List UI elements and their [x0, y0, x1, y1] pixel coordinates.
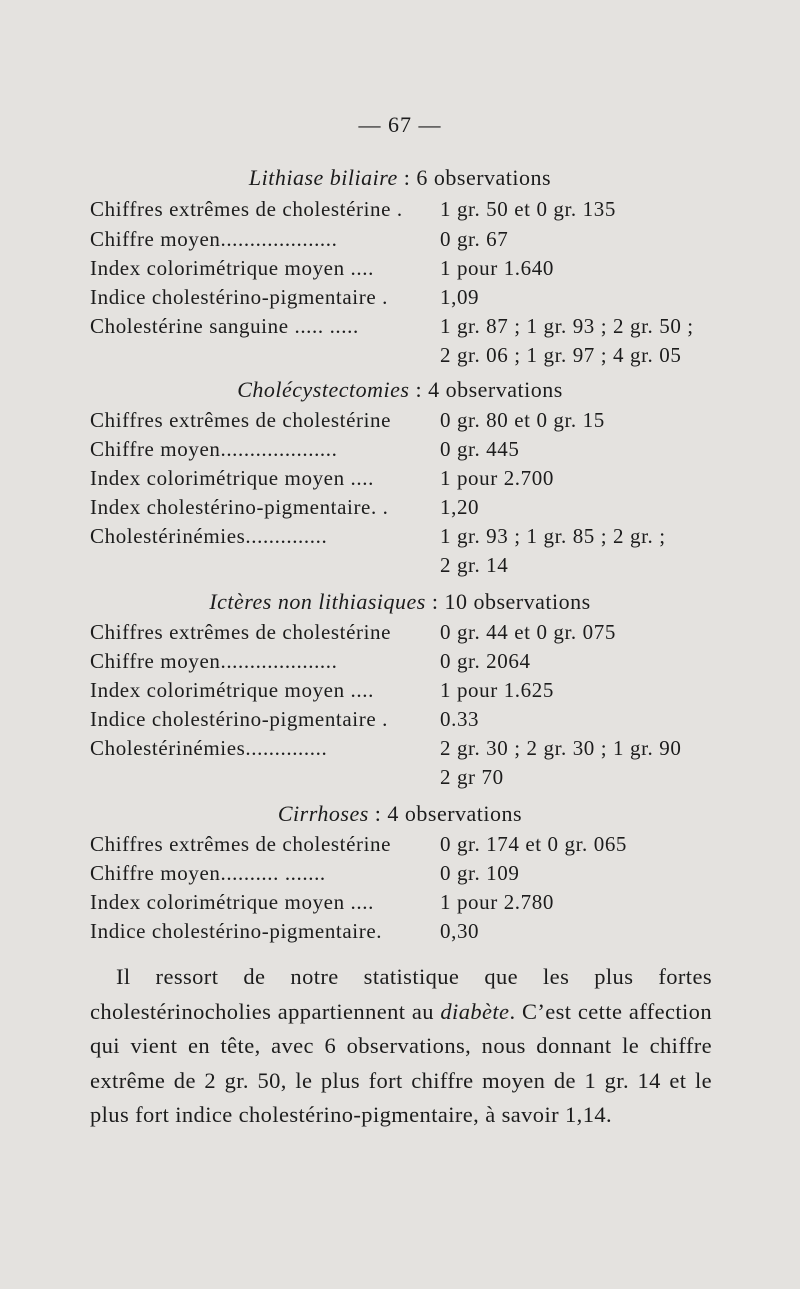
row-label: Chiffres extrêmes de cholestérine — [90, 832, 392, 856]
row-label: Index colorimétrique moyen .... — [90, 678, 374, 702]
data-row — [0, 408, 800, 438]
row-label: Index cholestérino-pigmentaire. . — [90, 495, 389, 519]
data-row — [0, 285, 800, 315]
section-title-cholecystectomies — [0, 377, 800, 403]
row-label: Indice cholestérino-pigmentaire. — [90, 919, 383, 943]
page-number: — 67 — — [358, 112, 442, 137]
row-label: Chiffre moyen.................... — [90, 437, 338, 461]
data-row — [0, 765, 800, 795]
row-label: Chiffres extrêmes de cholestérine — [90, 408, 392, 432]
row-label: Cholestérinémies.............. — [90, 524, 328, 548]
row-value: 1 pour 2.700 — [440, 466, 554, 490]
row-value: 0.33 — [440, 707, 480, 731]
section-title-rest: : 4 observations — [368, 801, 523, 826]
data-row — [0, 256, 800, 286]
data-row — [0, 553, 800, 583]
row-value: 1 gr. 50 et 0 gr. 135 — [440, 197, 616, 221]
row-value: 2 gr 70 — [440, 765, 504, 789]
row-label: Chiffres extrêmes de cholestérine — [90, 620, 392, 644]
row-value: 0 gr. 174 et 0 gr. 065 — [440, 832, 628, 856]
row-label: Chiffre moyen.................... — [90, 227, 338, 251]
row-value: 1 pour 1.625 — [440, 678, 554, 702]
section-title-italic: Ictères non lithiasiques — [209, 589, 426, 614]
section-title-rest: : 4 observations — [409, 377, 563, 402]
data-row — [0, 649, 800, 679]
section-title-italic: Cirrhoses — [277, 801, 369, 826]
row-value: 0 gr. 44 et 0 gr. 075 — [440, 620, 616, 644]
data-row — [0, 437, 800, 467]
data-row — [0, 620, 800, 650]
row-label: Chiffre moyen.......... ....... — [90, 861, 326, 885]
data-row — [0, 495, 800, 525]
paragraph-text — [90, 960, 712, 1133]
paragraph-italic: diabète — [440, 998, 510, 1024]
row-value: 1 gr. 93 ; 1 gr. 85 ; 2 gr. ; — [440, 524, 666, 548]
row-value: 1,20 — [440, 495, 480, 519]
row-label: Chiffre moyen.................... — [90, 649, 338, 673]
row-value: 0 gr. 2064 — [440, 649, 531, 673]
row-label: Index colorimétrique moyen .... — [90, 466, 374, 490]
row-value: 2 gr. 30 ; 2 gr. 30 ; 1 gr. 90 — [440, 736, 682, 760]
row-value: 0,30 — [440, 919, 480, 943]
section-title-italic: Cholécystectomies — [237, 377, 410, 402]
section-title-italic: Lithiase biliaire — [248, 165, 398, 190]
row-value: 2 gr. 14 — [440, 553, 509, 577]
row-value: 1 pour 2.780 — [440, 890, 554, 914]
data-row — [0, 524, 800, 554]
row-value: 0 gr. 445 — [440, 437, 520, 461]
data-row — [0, 343, 800, 373]
data-row — [0, 197, 800, 227]
row-value: 1,09 — [440, 285, 480, 309]
row-value: 0 gr. 67 — [440, 227, 509, 251]
row-value: 1 gr. 87 ; 1 gr. 93 ; 2 gr. 50 ; — [440, 314, 694, 338]
paragraph-after: . C’est cette affection qui vient en tête, avec 6 observations, nous donnant le chiffre extrême de 2 gr. 50, le plus fort chiffre moyen de 1 gr. 14 et le plus fort indice cholestérino-pigmentaire, à savoir 1,14. — [90, 998, 712, 1128]
row-label: Chiffres extrêmes de cholestérine . — [90, 197, 403, 221]
row-label: Indice cholestérino-pigmentaire . — [90, 285, 388, 309]
row-value: 0 gr. 109 — [440, 861, 520, 885]
row-label: Cholestérinémies.............. — [90, 736, 328, 760]
section-title-lithiase — [0, 165, 800, 191]
data-row — [0, 919, 800, 949]
row-value: 1 pour 1.640 — [440, 256, 554, 280]
data-row — [0, 736, 800, 766]
row-label: Index colorimétrique moyen .... — [90, 256, 374, 280]
paragraph-before: Il ressort de notre statistique que les plus fortes cholestérinocholies appartiennent au — [90, 964, 712, 1024]
data-row — [0, 227, 800, 257]
row-value: 0 gr. 80 et 0 gr. 15 — [440, 408, 605, 432]
section-title-icteres — [0, 589, 800, 615]
row-label: Cholestérine sanguine ..... ..... — [90, 314, 359, 338]
data-row — [0, 707, 800, 737]
row-label: Index colorimétrique moyen .... — [90, 890, 374, 914]
data-row — [0, 861, 800, 891]
data-row — [0, 832, 800, 862]
data-row — [0, 890, 800, 920]
section-title-rest: : 10 observations — [425, 589, 591, 614]
data-row — [0, 466, 800, 496]
data-row — [0, 314, 800, 344]
conclusion-paragraph — [90, 960, 712, 1133]
section-title-cirrhoses — [0, 801, 800, 827]
row-value: 2 gr. 06 ; 1 gr. 97 ; 4 gr. 05 — [440, 343, 682, 367]
row-label: Indice cholestérino-pigmentaire . — [90, 707, 388, 731]
data-row — [0, 678, 800, 708]
section-title-rest: : 6 observations — [397, 165, 552, 190]
